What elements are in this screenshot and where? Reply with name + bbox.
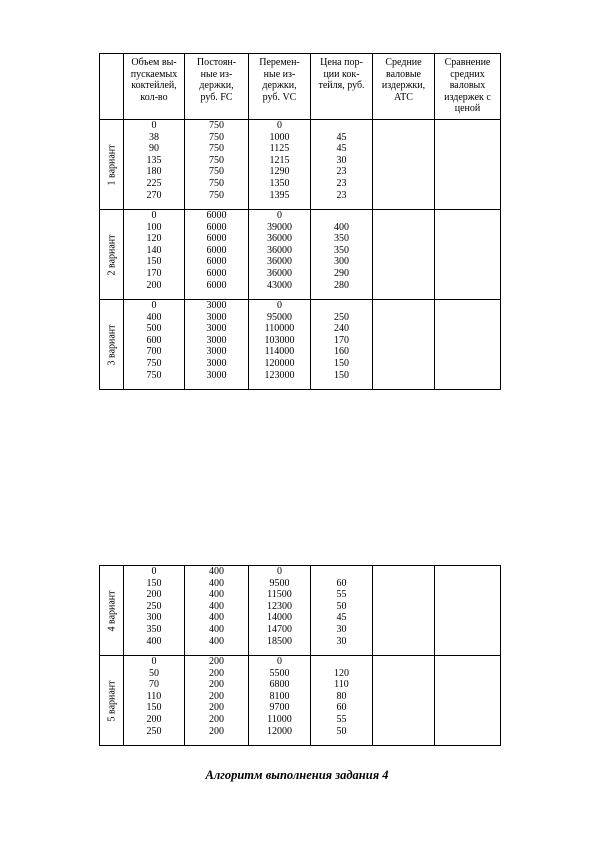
value-volume: 400	[146, 311, 162, 323]
header-row	[100, 54, 501, 120]
values-vc	[249, 120, 311, 210]
value-fc: 3000	[206, 357, 227, 369]
value-volume: 0	[151, 300, 157, 311]
value-vc: 9700	[269, 702, 290, 714]
comparison-cell	[435, 120, 501, 210]
value-fc: 6000	[206, 244, 227, 256]
value-vc: 110000	[264, 323, 295, 335]
value-volume: 750	[146, 357, 162, 369]
value-fc: 750	[209, 177, 224, 189]
value-vc: 123000	[264, 369, 295, 381]
value-price: 55	[336, 713, 347, 725]
values-fc	[185, 566, 249, 656]
value-volume: 170	[146, 267, 162, 279]
header-cell	[249, 54, 311, 120]
comparison-cell	[435, 566, 501, 656]
value-price: 300	[334, 256, 349, 268]
value-price: 30	[336, 154, 347, 166]
value-price: 55	[336, 589, 347, 601]
value-vc: 14000	[267, 612, 292, 624]
value-volume: 90	[149, 143, 159, 155]
section-caption: Алгоритм выполнения задания 4	[205, 768, 389, 782]
values-fc	[185, 656, 249, 746]
variant-row	[100, 566, 501, 656]
value-fc: 3000	[206, 346, 227, 358]
value-fc: 400	[209, 600, 224, 612]
values-price	[311, 566, 373, 656]
atc-cell	[373, 656, 435, 746]
value-fc: 3000	[206, 311, 227, 323]
value-vc: 12000	[267, 725, 292, 737]
value-vc: 11000	[267, 713, 292, 725]
value-fc: 750	[209, 154, 224, 166]
value-vc: 0	[277, 210, 282, 221]
variant-label-cell	[100, 120, 124, 210]
value-volume: 0	[151, 656, 157, 667]
value-volume: 700	[146, 346, 162, 358]
value-vc: 1350	[269, 177, 290, 189]
header-cell	[435, 54, 501, 120]
values-vc	[249, 566, 311, 656]
value-price: 120	[334, 667, 349, 679]
value-price: 60	[336, 577, 347, 589]
values-price	[311, 120, 373, 210]
header-text-line: Сравнение	[444, 57, 491, 68]
value-fc: 200	[209, 667, 224, 679]
variant-label-cell	[100, 566, 124, 656]
value-volume: 135	[146, 154, 162, 166]
value-price: 240	[334, 323, 349, 335]
value-fc: 6000	[206, 221, 227, 233]
value-fc: 400	[209, 623, 224, 635]
value-fc: 6000	[206, 233, 227, 245]
value-fc: 200	[209, 679, 224, 691]
value-fc: 200	[209, 690, 224, 702]
value-fc: 750	[209, 166, 224, 178]
cost-table-part1	[99, 53, 501, 390]
value-fc: 3000	[206, 323, 227, 335]
value-price: 23	[336, 189, 347, 201]
header-cell	[100, 54, 124, 120]
value-volume: 600	[146, 334, 162, 346]
variant-label-cell	[100, 210, 124, 300]
value-vc: 36000	[267, 244, 292, 256]
value-vc: 43000	[267, 279, 292, 291]
value-volume: 350	[146, 623, 162, 635]
value-vc: 120000	[264, 357, 295, 369]
atc-cell	[373, 210, 435, 300]
variant-label: 5 вариант	[106, 679, 117, 722]
header-text-line: ции кок-	[323, 68, 360, 80]
variant-label: 3 вариант	[106, 323, 117, 366]
value-fc: 200	[209, 656, 224, 667]
value-price: 80	[336, 690, 347, 702]
value-vc: 1125	[269, 143, 290, 155]
header-cell	[124, 54, 185, 120]
value-price	[311, 120, 372, 132]
value-fc: 200	[209, 713, 224, 725]
value-fc: 750	[209, 189, 224, 201]
value-vc: 1290	[269, 166, 290, 178]
value-price: 23	[336, 177, 347, 189]
atc-cell	[373, 566, 435, 656]
value-volume: 400	[146, 635, 162, 647]
value-price: 30	[336, 635, 347, 647]
value-price: 60	[336, 702, 347, 714]
value-price: 280	[334, 279, 349, 291]
value-volume: 750	[146, 369, 162, 381]
value-price: 350	[334, 244, 349, 256]
value-vc: 36000	[267, 267, 292, 279]
header-text-line: Средние	[385, 57, 422, 68]
header-text-line: ные из-	[200, 68, 233, 80]
value-price: 50	[336, 725, 347, 737]
value-fc: 6000	[206, 256, 227, 268]
value-fc: 3000	[206, 300, 227, 311]
value-vc: 12300	[267, 600, 292, 612]
value-vc: 0	[277, 120, 282, 131]
value-vc: 114000	[264, 346, 295, 358]
variant-label: 1 вариант	[106, 143, 117, 186]
value-vc: 8100	[269, 690, 290, 702]
values-volume	[124, 300, 185, 390]
value-fc: 200	[209, 702, 224, 714]
value-vc: 103000	[264, 334, 295, 346]
header-text-line: валовые	[386, 68, 421, 80]
value-volume: 0	[151, 566, 157, 577]
header-text-line: тейля, руб.	[318, 80, 365, 91]
value-price: 400	[334, 221, 349, 233]
value-volume: 180	[146, 166, 162, 178]
comparison-cell	[435, 656, 501, 746]
atc-cell	[373, 300, 435, 390]
value-price: 150	[334, 357, 349, 369]
value-vc: 0	[277, 300, 282, 311]
value-vc: 1395	[269, 189, 290, 201]
value-volume: 300	[146, 612, 162, 624]
header-text-line: Цена пор-	[320, 57, 363, 68]
value-vc: 1215	[269, 154, 290, 166]
value-fc: 6000	[206, 279, 227, 291]
header-text-line: держки,	[262, 80, 297, 91]
value-volume: 150	[146, 702, 162, 714]
value-price: 160	[334, 346, 349, 358]
value-vc: 95000	[267, 311, 292, 323]
header-text-line: коктейлей,	[131, 80, 177, 91]
value-fc: 750	[209, 120, 224, 131]
cost-table-part2	[99, 565, 501, 746]
values-vc	[249, 300, 311, 390]
value-price: 45	[336, 131, 347, 143]
value-volume: 200	[146, 589, 162, 601]
values-fc	[185, 300, 249, 390]
values-volume	[124, 210, 185, 300]
value-volume: 150	[146, 256, 162, 268]
header-text-line: руб. VC	[262, 91, 297, 103]
value-fc: 200	[209, 725, 224, 737]
value-price	[311, 300, 372, 312]
header-text-line: издержки,	[381, 80, 426, 91]
variant-row	[100, 120, 501, 210]
values-volume	[124, 120, 185, 210]
header-cell	[311, 54, 373, 120]
header-text-line: ценой	[454, 103, 481, 114]
variant-label-cell	[100, 300, 124, 390]
header-text-line: ATC	[394, 91, 413, 103]
value-vc: 9500	[269, 577, 290, 589]
values-price	[311, 300, 373, 390]
value-vc: 39000	[267, 221, 292, 233]
value-price: 250	[334, 311, 349, 323]
values-fc	[185, 120, 249, 210]
value-volume: 0	[151, 210, 157, 221]
values-vc	[249, 210, 311, 300]
value-vc: 36000	[267, 233, 292, 245]
value-price: 290	[334, 267, 349, 279]
header-text-line: кол-во	[140, 91, 168, 103]
comparison-cell	[435, 300, 501, 390]
value-fc: 400	[209, 612, 224, 624]
header-text-line: руб. FC	[200, 91, 233, 103]
value-price: 30	[336, 623, 347, 635]
value-volume: 0	[151, 120, 157, 131]
value-volume: 500	[146, 323, 162, 335]
value-vc: 36000	[267, 256, 292, 268]
header-text-line: средних	[450, 68, 485, 80]
value-volume: 70	[149, 679, 159, 691]
value-volume: 38	[149, 131, 159, 143]
value-vc: 6800	[269, 679, 290, 691]
value-volume: 200	[146, 279, 162, 291]
value-price	[311, 566, 372, 578]
value-price: 45	[336, 143, 347, 155]
value-vc: 18500	[267, 635, 292, 647]
header-text-line: Перемен-	[259, 57, 300, 68]
value-volume: 225	[146, 177, 162, 189]
value-volume: 200	[146, 713, 162, 725]
variant-label-cell	[100, 656, 124, 746]
value-vc: 0	[277, 566, 282, 577]
value-price: 110	[334, 679, 349, 691]
value-volume: 270	[146, 189, 162, 201]
header-text-line: Объем вы-	[131, 57, 177, 68]
values-fc	[185, 210, 249, 300]
value-volume: 250	[146, 725, 162, 737]
value-vc: 11500	[267, 589, 292, 601]
value-fc: 400	[209, 566, 224, 577]
value-price: 50	[336, 600, 347, 612]
value-fc: 3000	[206, 334, 227, 346]
value-fc: 400	[209, 577, 224, 589]
value-volume: 50	[149, 667, 159, 679]
variant-label: 2 вариант	[106, 233, 117, 276]
value-volume: 100	[146, 221, 162, 233]
header-text-line: держки,	[199, 80, 234, 91]
header-text-line: издержек с	[444, 91, 491, 103]
header-text-line: Постоян-	[196, 57, 237, 68]
value-volume: 110	[146, 690, 162, 702]
value-price: 170	[334, 334, 349, 346]
value-price	[311, 210, 372, 222]
value-price: 350	[334, 233, 349, 245]
value-fc: 6000	[206, 267, 227, 279]
value-price	[311, 656, 372, 668]
values-volume	[124, 566, 185, 656]
header-cell	[185, 54, 249, 120]
values-volume	[124, 656, 185, 746]
variant-label: 4 вариант	[106, 589, 117, 632]
value-volume: 250	[146, 600, 162, 612]
value-fc: 400	[209, 589, 224, 601]
header-text-line: ные из-	[263, 68, 296, 80]
value-fc: 750	[209, 131, 224, 143]
value-vc: 0	[277, 656, 282, 667]
value-volume: 150	[146, 577, 162, 589]
header-text-line: валовых	[449, 80, 486, 91]
value-volume: 140	[146, 244, 162, 256]
value-fc: 750	[209, 143, 224, 155]
variant-row	[100, 656, 501, 746]
header-cell	[373, 54, 435, 120]
value-price: 150	[334, 369, 349, 381]
value-fc: 3000	[206, 369, 227, 381]
values-price	[311, 656, 373, 746]
value-fc: 400	[209, 635, 224, 647]
values-vc	[249, 656, 311, 746]
value-volume: 120	[146, 233, 162, 245]
variant-row	[100, 210, 501, 300]
value-vc: 14700	[267, 623, 292, 635]
header-text-line: пускаемых	[130, 68, 178, 80]
value-price: 23	[336, 166, 347, 178]
variant-row	[100, 300, 501, 390]
comparison-cell	[435, 210, 501, 300]
value-fc: 6000	[206, 210, 227, 221]
value-price: 45	[336, 612, 347, 624]
value-vc: 5500	[269, 667, 290, 679]
values-price	[311, 210, 373, 300]
atc-cell	[373, 120, 435, 210]
value-vc: 1000	[269, 131, 290, 143]
